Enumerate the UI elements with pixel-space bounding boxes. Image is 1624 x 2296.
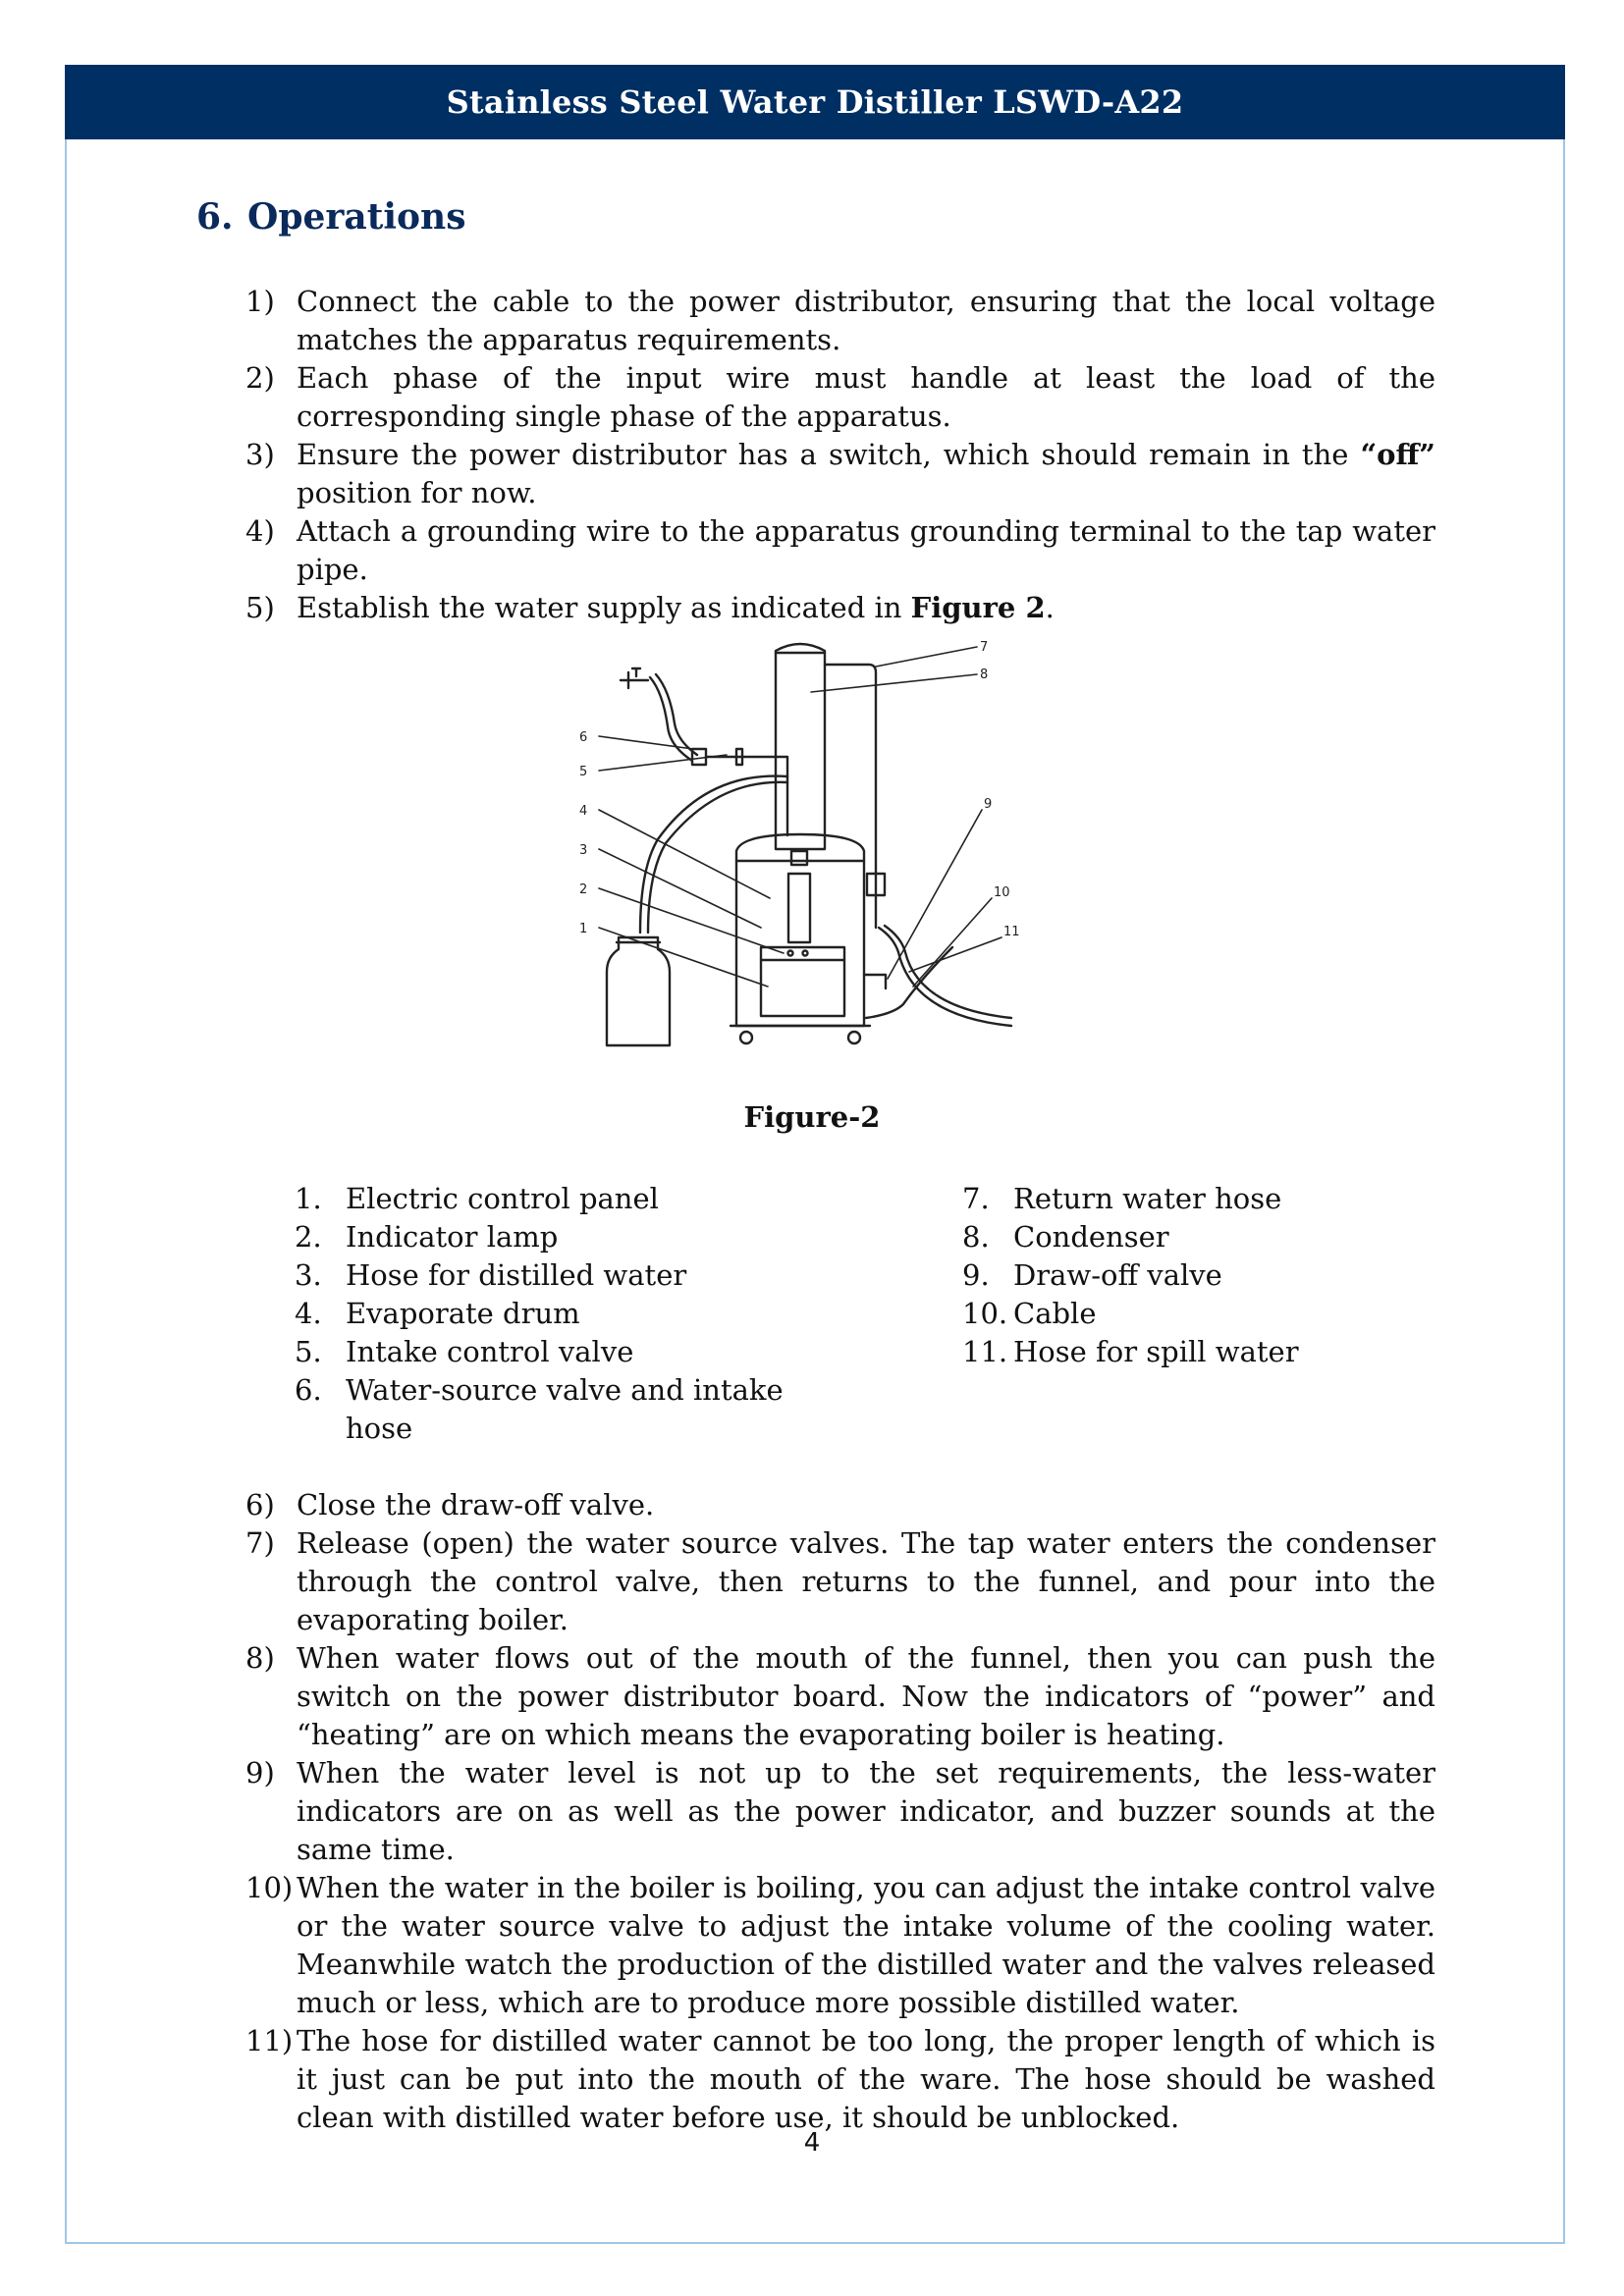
top-fitting <box>791 851 807 865</box>
legend-text: Water-source valve and intake hose <box>346 1373 784 1445</box>
leader-line-8 <box>811 674 977 692</box>
step-text-post: position for now. <box>297 476 537 509</box>
step-item <box>245 2022 1435 2137</box>
step-number: 11) <box>245 2024 294 2057</box>
callout-6: 6 <box>579 730 588 745</box>
legend-number: 6. <box>295 1373 322 1407</box>
leader-line-7 <box>876 647 977 667</box>
legend-text: Condenser <box>1013 1220 1169 1254</box>
indicator-lamp-mark <box>788 951 793 956</box>
legend-text: Indicator lamp <box>346 1220 559 1254</box>
foot-left <box>740 1032 752 1043</box>
step-text: Close the draw-off valve. <box>297 1488 655 1522</box>
funnel-window <box>788 874 810 942</box>
intake-hose-outer <box>656 674 697 755</box>
legend-text: Hose for distilled water <box>346 1258 687 1292</box>
legend-item <box>295 1256 785 1295</box>
step-number: 10) <box>245 1871 294 1904</box>
step-number: 8) <box>245 1641 275 1675</box>
legend-text: Cable <box>1013 1297 1097 1330</box>
callout-5: 5 <box>579 765 588 779</box>
step-text: The hose for distilled water cannot be too long, the proper length of which is it just can be put into the mouth of the ware. The hose should be washed clean with distilled water before use, it should be unblocked. <box>297 2024 1435 2134</box>
step-number: 5) <box>245 591 275 624</box>
callout-4: 4 <box>579 804 588 819</box>
control-panel <box>761 947 844 1016</box>
legend-text: Evaporate drum <box>346 1297 580 1330</box>
step-number: 3) <box>245 438 275 471</box>
legend-item <box>962 1295 1404 1333</box>
document-header <box>65 65 1565 139</box>
step-text-bold: “off” <box>1360 438 1435 471</box>
step-item <box>245 589 1435 627</box>
figure-caption: Figure-2 <box>743 1100 881 1134</box>
spill-water-hose <box>879 928 1011 1026</box>
step-text-post: . <box>1045 591 1055 624</box>
legend-number: 10. <box>962 1297 1008 1330</box>
legend-item <box>962 1180 1404 1218</box>
step-item <box>245 1754 1435 1869</box>
step-text: When the water in the boiler is boiling, you can adjust the intake control valve or the water source valve to adjust the intake volume of the cooling water. Meanwhile watch the production of the distilled water and the valves released much or less, which are to produce more possible distilled water. <box>297 1871 1435 2019</box>
step-item <box>245 1639 1435 1754</box>
step-number: 4) <box>245 514 275 548</box>
legend-item <box>295 1295 785 1333</box>
legend-item <box>295 1180 785 1218</box>
step-number: 2) <box>245 361 275 395</box>
callout-3: 3 <box>579 843 588 858</box>
callout-9: 9 <box>984 797 993 812</box>
legend-text: Electric control panel <box>346 1182 659 1215</box>
collection-bottle <box>607 937 670 1045</box>
legend-number: 8. <box>962 1220 990 1254</box>
step-text-pre: Ensure the power distributor has a switch, which should remain in the <box>297 438 1361 471</box>
step-item <box>245 283 1435 359</box>
step-text-pre: Establish the water supply as indicated in <box>297 591 911 624</box>
section-heading <box>196 196 466 238</box>
step-item <box>245 359 1435 436</box>
legend-text: Intake control valve <box>346 1335 634 1368</box>
page-number: 4 <box>803 2128 821 2158</box>
step-number: 7) <box>245 1526 275 1560</box>
tap-valve <box>621 668 648 688</box>
callout-10: 10 <box>994 885 1010 900</box>
step-text: Each phase of the input wire must handle at least the load of the corresponding single phase of the apparatus. <box>297 361 1435 433</box>
step-item <box>245 1524 1435 1639</box>
steps-list-part-1 <box>245 283 1435 627</box>
callout-7: 7 <box>980 640 989 655</box>
legend-number: 1. <box>295 1182 322 1215</box>
step-number: 6) <box>245 1488 275 1522</box>
legend-text: Hose for spill water <box>1013 1335 1299 1368</box>
indicator-lamp-mark <box>803 951 808 956</box>
step-text <box>297 436 1435 512</box>
step-number: 1) <box>245 285 275 318</box>
callout-2: 2 <box>579 882 588 897</box>
legend-item <box>295 1333 785 1371</box>
legend-text: Return water hose <box>1013 1182 1282 1215</box>
legend-number: 4. <box>295 1297 322 1330</box>
step-text: Connect the cable to the power distributor, ensuring that the local voltage matches the apparatus requirements. <box>297 285 1435 356</box>
legend-item <box>962 1256 1404 1295</box>
draw-off-valve <box>864 975 886 988</box>
steps-list-part-2 <box>245 1486 1435 2137</box>
distiller-diagram <box>560 633 1070 1065</box>
legend-number: 2. <box>295 1220 322 1254</box>
callout-1: 1 <box>579 922 588 936</box>
legend-item <box>295 1218 785 1256</box>
foot-right <box>848 1032 860 1043</box>
callout-8: 8 <box>980 667 989 682</box>
step-text: When the water level is not up to the set requirements, the less-water indicators are on as well as the power indicator, and buzzer sounds at the same time. <box>297 1756 1435 1866</box>
legend-number: 9. <box>962 1258 990 1292</box>
legend-text: Draw-off valve <box>1013 1258 1222 1292</box>
legend-item <box>962 1218 1404 1256</box>
distilled-water-hose-outer <box>648 782 787 933</box>
step-text: When water flows out of the mouth of the funnel, then you can push the switch on the power distributor board. Now the indicators of “power” and “heating” are on which means the evaporating boiler is heating. <box>297 1641 1435 1751</box>
legend-right-column <box>962 1180 1404 1371</box>
legend-item <box>962 1333 1404 1371</box>
step-number: 9) <box>245 1756 275 1789</box>
figure-reference: Figure 2 <box>910 591 1046 624</box>
section-title: Operations <box>247 196 466 238</box>
legend-number: 11. <box>962 1335 1008 1368</box>
step-item <box>245 1869 1435 2022</box>
step-text: Release (open) the water source valves. The tap water enters the condenser through the control valve, then returns to the funnel, and pour into the evaporating boiler. <box>297 1526 1435 1636</box>
condenser-column <box>776 644 825 849</box>
leader-line-1 <box>599 928 768 987</box>
step-item <box>245 1486 1435 1524</box>
leader-line-5 <box>599 755 727 771</box>
legend-left-column <box>295 1180 785 1448</box>
leader-line-9 <box>888 810 982 979</box>
step-item <box>245 512 1435 589</box>
step-text: Attach a grounding wire to the apparatus grounding terminal to the tap water pipe. <box>297 514 1435 586</box>
step-item <box>245 436 1435 512</box>
legend-item <box>295 1371 785 1448</box>
legend-number: 5. <box>295 1335 322 1368</box>
legend-number: 7. <box>962 1182 990 1215</box>
document-title: Stainless Steel Water Distiller LSWD-A22 <box>446 83 1184 121</box>
step-text <box>297 589 1435 627</box>
legend-number: 3. <box>295 1258 322 1292</box>
leader-line-11 <box>909 937 1001 972</box>
section-number: 6. <box>196 196 234 238</box>
callout-11: 11 <box>1003 925 1020 939</box>
